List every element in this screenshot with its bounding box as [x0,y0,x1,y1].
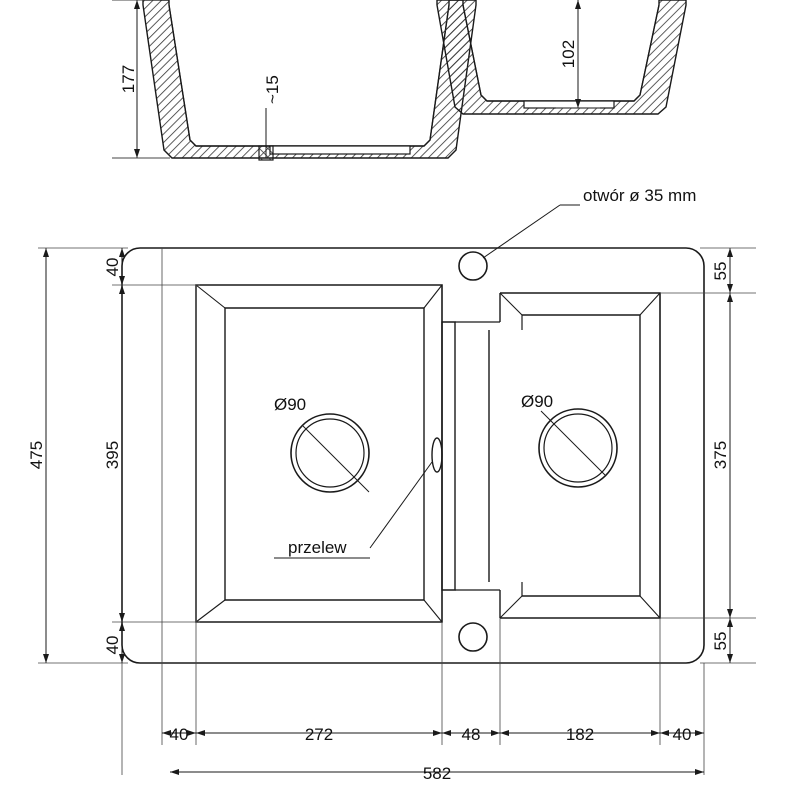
top-view [27,186,756,783]
right-bevel-tl [500,293,522,315]
dim-depth-left: 177 [119,64,138,94]
right-bowl [500,293,660,618]
left-bowl-inner-line [169,5,449,146]
dim-left-margin: 40 [169,725,189,744]
dim-right-inner-height: 375 [711,440,730,470]
dim-left-bowl-width: 272 [304,725,334,744]
dim-top-margin: 40 [103,257,122,277]
right-drain-leader [541,411,551,421]
section-view [112,0,686,160]
label-drain-left: Ø90 [274,395,307,414]
overflow-slot [432,438,442,472]
middle-channel [274,322,500,590]
dim-right-top-margin: 55 [711,261,730,281]
overflow-leader [370,462,432,548]
right-bevel-bl [500,596,522,618]
dim-inner-height: 395 [103,440,122,470]
left-bevel-tl [196,285,225,308]
label-drain-right: Ø90 [521,392,554,411]
left-bevel-tr [424,285,442,308]
dim-bottom-margin: 40 [103,635,122,655]
left-drain-diameter-line [303,426,357,480]
tap-hole-top [459,252,487,280]
dim-total-width: 582 [422,764,452,783]
dim-right-bottom-margin: 55 [711,631,730,651]
dim-total-height: 475 [27,440,46,470]
tap-hole-leader [483,205,560,258]
dim-right-margin: 40 [672,725,692,744]
label-overflow: przelew [288,538,347,557]
tap-hole-bottom [459,623,487,651]
right-drain-diameter-line [551,421,605,475]
left-bevel-bl [196,600,225,622]
right-bevel-br [640,596,660,618]
middle-channel-left [442,322,455,590]
left-bowl-rim-outer [196,285,442,622]
left-bowl [196,285,442,622]
left-drain-plate [270,146,410,154]
left-bowl-section-wall [143,0,476,158]
dim-wall-thickness: ~15 [263,75,282,104]
right-bowl-rim-outer [500,293,660,618]
dim-depth-right: 102 [559,39,578,69]
right-drain-plate [524,101,614,108]
left-bevel-br [424,600,442,622]
dim-middle-width: 48 [461,725,481,744]
right-bevel-tr [640,293,660,315]
label-tap-hole: otwór ø 35 mm [583,186,697,205]
dim-right-bowl-width: 182 [565,725,595,744]
left-drain-leader [357,480,369,492]
